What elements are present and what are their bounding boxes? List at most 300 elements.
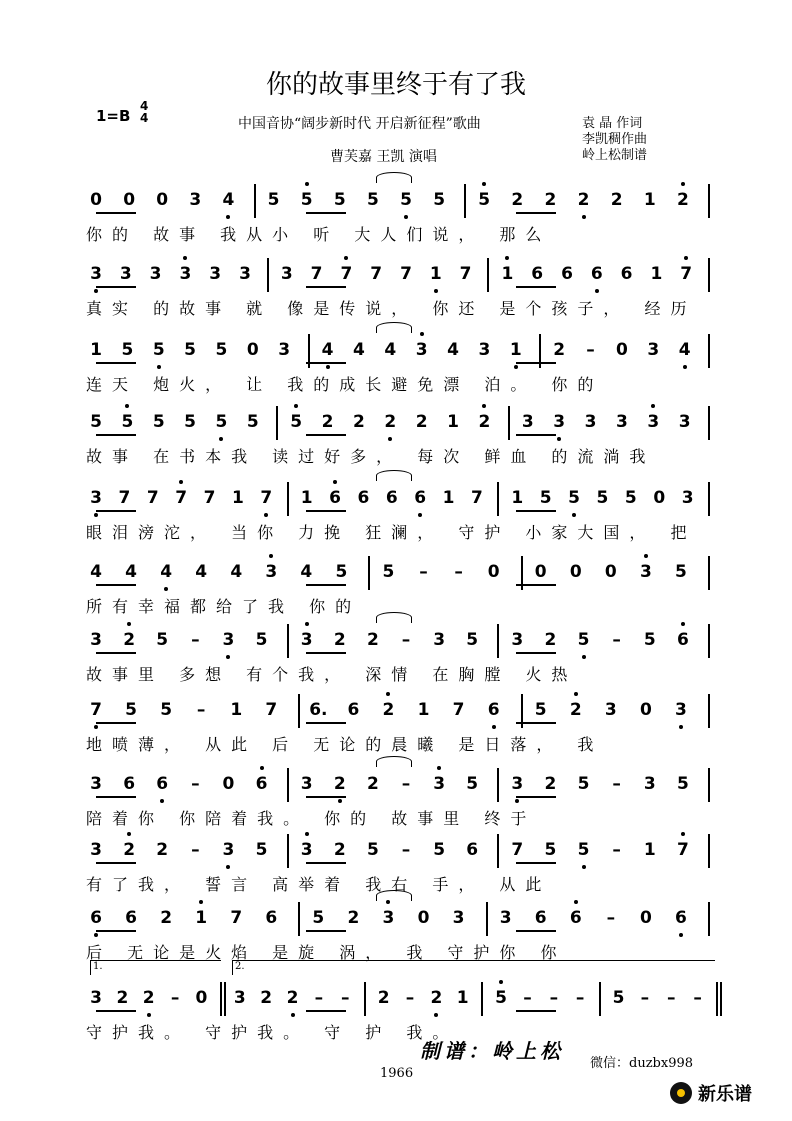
beam-underline xyxy=(306,286,346,288)
note: 2 xyxy=(377,988,390,1008)
note: 3 xyxy=(452,908,465,928)
note: 5 xyxy=(495,988,507,1008)
octave-dot xyxy=(125,404,129,408)
octave-dot xyxy=(515,799,519,803)
note: 3 xyxy=(300,630,313,650)
note: 5 xyxy=(433,190,446,210)
octave-dot xyxy=(574,900,578,904)
beam-underline xyxy=(516,1010,556,1012)
octave-dot xyxy=(418,513,422,517)
lyrics-line: 地喷薄， 从此 后 无论的晨曦 是日落， 我 xyxy=(86,735,604,754)
note: 0 xyxy=(90,190,102,210)
note: 1 xyxy=(511,488,524,508)
volta-ending-2: 2. xyxy=(232,960,715,975)
note: 2 xyxy=(544,774,557,794)
note: 3 xyxy=(90,840,102,860)
note: 3 xyxy=(90,264,102,284)
note: 5 xyxy=(433,840,446,860)
note: 5 xyxy=(125,700,137,720)
note: – xyxy=(523,988,532,1008)
beam-underline xyxy=(516,434,556,436)
beam-underline xyxy=(96,212,136,214)
note: 5 xyxy=(246,412,259,432)
note: 5 xyxy=(121,340,134,360)
barline xyxy=(708,694,710,728)
note: 3 xyxy=(521,412,534,432)
barline xyxy=(497,482,499,516)
octave-dot xyxy=(679,933,683,937)
beam-underline xyxy=(96,722,136,724)
note: 4 xyxy=(384,340,397,360)
note: 3 xyxy=(300,840,313,860)
barline xyxy=(220,982,222,1016)
note: 5 xyxy=(643,630,656,650)
barline xyxy=(487,258,489,292)
barline xyxy=(364,982,366,1016)
note: 2 xyxy=(123,630,136,650)
note: 5 xyxy=(568,488,581,508)
tie-slur xyxy=(376,470,412,481)
note: 4 xyxy=(447,340,459,360)
barline xyxy=(599,982,601,1016)
note: 5 xyxy=(596,488,609,508)
note: 0 xyxy=(534,562,547,582)
beam-underline xyxy=(96,362,136,364)
note: 3 xyxy=(239,264,251,284)
note: 3 xyxy=(499,908,512,928)
note: 0 xyxy=(639,700,652,720)
note: 1 xyxy=(300,488,313,508)
note: 3 xyxy=(149,264,162,284)
note: 0 xyxy=(569,562,582,582)
note: 0 xyxy=(195,988,208,1008)
octave-dot xyxy=(269,554,273,558)
barline xyxy=(224,982,226,1016)
note: 2 xyxy=(333,774,346,794)
note: 5 xyxy=(333,190,346,210)
barline xyxy=(708,406,710,440)
record-disc-icon xyxy=(670,1082,692,1104)
note: 3 xyxy=(209,264,222,284)
barline xyxy=(287,624,289,658)
beam-underline xyxy=(96,1010,136,1012)
note: 2 xyxy=(366,774,379,794)
barline xyxy=(708,902,710,936)
note: 6 xyxy=(620,264,633,284)
note: 3 xyxy=(222,630,235,650)
note: 2 xyxy=(333,840,346,860)
note: 3 xyxy=(415,340,428,360)
octave-dot xyxy=(582,865,586,869)
octave-dot xyxy=(681,622,685,626)
note: 4 xyxy=(90,562,102,582)
note: 5 xyxy=(160,700,173,720)
note: 6 xyxy=(569,908,582,928)
lyrics-line: 守护我。 守护我。 守 护 我。 xyxy=(86,1023,459,1042)
note: 7 xyxy=(459,264,472,284)
octave-dot xyxy=(94,725,98,729)
note: 3 xyxy=(382,908,395,928)
note: 1 xyxy=(509,340,522,360)
beam-underline xyxy=(516,930,556,932)
note: 6 xyxy=(561,264,573,284)
note: 5 xyxy=(676,774,689,794)
note: 1 xyxy=(230,700,243,720)
beam-underline xyxy=(306,584,346,586)
note: 4 xyxy=(230,562,243,582)
octave-dot xyxy=(260,766,264,770)
note: 7 xyxy=(370,264,383,284)
note: 5 xyxy=(335,562,348,582)
note: 6 xyxy=(466,840,479,860)
note: 3 xyxy=(280,264,293,284)
note: – xyxy=(401,774,411,794)
beam-underline xyxy=(516,584,556,586)
note: 5 xyxy=(675,562,687,582)
beam-underline xyxy=(96,510,136,512)
lyrics-line: 真实 的故事 就 像是传说， 你还 是个孩子， 经历 xyxy=(86,299,697,318)
note: 1 xyxy=(90,340,102,360)
barline xyxy=(254,184,256,218)
beam-underline xyxy=(306,212,346,214)
barline xyxy=(708,334,710,368)
note: 2 xyxy=(676,190,689,210)
note: 3 xyxy=(643,774,656,794)
note: 5 xyxy=(382,562,395,582)
note: – xyxy=(612,774,621,794)
octave-dot xyxy=(333,480,337,484)
note: 2 xyxy=(430,988,443,1008)
octave-dot xyxy=(434,289,438,293)
note: 7 xyxy=(175,488,188,508)
barline xyxy=(486,902,488,936)
note: 1 xyxy=(417,700,430,720)
note: 3 xyxy=(222,840,235,860)
note: 7 xyxy=(471,488,483,508)
octave-dot xyxy=(437,766,441,770)
note: 4 xyxy=(353,340,365,360)
note: 3 xyxy=(265,562,278,582)
note: 6 xyxy=(90,908,102,928)
note: 3 xyxy=(584,412,597,432)
octave-dot xyxy=(557,437,561,441)
note: – xyxy=(454,562,463,582)
note: 5 xyxy=(255,630,268,650)
note: 5 xyxy=(255,840,268,860)
note: 2 xyxy=(577,190,590,210)
barline xyxy=(497,834,499,868)
beam-underline xyxy=(96,930,136,932)
beam-underline xyxy=(306,510,346,512)
note: 5 xyxy=(577,774,590,794)
notation-line xyxy=(86,906,716,936)
octave-dot xyxy=(179,480,183,484)
barline xyxy=(298,902,300,936)
octave-dot xyxy=(595,289,599,293)
note: 2 xyxy=(415,412,428,432)
note: 2 xyxy=(610,190,623,210)
octave-dot xyxy=(582,215,586,219)
barline xyxy=(267,258,269,292)
beam-underline xyxy=(96,286,136,288)
note: – xyxy=(606,908,616,928)
note: 5 xyxy=(539,488,552,508)
tie-slur xyxy=(376,890,412,901)
note: 3 xyxy=(604,700,617,720)
note: 0 xyxy=(639,908,652,928)
note: 3 xyxy=(478,340,491,360)
octave-dot xyxy=(305,182,309,186)
note: 2 xyxy=(123,840,136,860)
octave-dot xyxy=(514,365,518,369)
octave-dot xyxy=(264,513,268,517)
note: 6 xyxy=(125,908,137,928)
lyrics-line: 连天 炮火， 让 我的成长避免漂 泊。 你的 xyxy=(86,375,604,394)
note: 2 xyxy=(511,190,524,210)
lyricist-credit: 袁 晶 作词 xyxy=(582,116,643,131)
beam-underline xyxy=(306,796,346,798)
note: 5 xyxy=(215,412,228,432)
note: 3 xyxy=(90,630,102,650)
barline xyxy=(287,768,289,802)
note: – xyxy=(667,988,676,1008)
barline xyxy=(708,482,710,516)
notation-line xyxy=(86,560,716,590)
note: – xyxy=(401,630,411,650)
beam-underline xyxy=(516,652,556,654)
note: 5 xyxy=(612,988,625,1008)
note: 0 xyxy=(615,340,628,360)
note: 1 xyxy=(501,264,514,284)
octave-dot xyxy=(386,692,390,696)
note: 3 xyxy=(647,340,660,360)
barline xyxy=(708,184,710,218)
note: 0 xyxy=(604,562,617,582)
note: 6 xyxy=(385,488,398,508)
beam-underline xyxy=(306,652,346,654)
note: 5 xyxy=(152,340,165,360)
octave-dot xyxy=(499,980,503,984)
note: 3 xyxy=(119,264,132,284)
note: 2 xyxy=(366,630,379,650)
note: 5 xyxy=(90,412,102,432)
note: 2 xyxy=(160,908,173,928)
note: 5 xyxy=(577,840,590,860)
note: 2 xyxy=(156,840,169,860)
note: 6 xyxy=(487,700,500,720)
beam-underline xyxy=(306,930,346,932)
note: 4 xyxy=(195,562,208,582)
note: 5 xyxy=(184,412,197,432)
beam-underline xyxy=(516,212,556,214)
note: 5 xyxy=(400,190,412,210)
barline xyxy=(708,556,710,590)
note: 3 xyxy=(675,700,687,720)
note: 2 xyxy=(333,630,346,650)
barline xyxy=(716,982,718,1016)
octave-dot xyxy=(434,1013,438,1017)
note: 5 xyxy=(366,190,379,210)
note: 2 xyxy=(478,412,491,432)
note: 2 xyxy=(347,908,360,928)
note: 3 xyxy=(179,264,192,284)
octave-dot xyxy=(305,622,309,626)
lyrics-line: 所有幸福都给了我 你的 xyxy=(86,597,362,616)
barline xyxy=(708,768,710,802)
octave-dot xyxy=(94,933,98,937)
octave-dot xyxy=(344,256,348,260)
octave-dot xyxy=(681,182,685,186)
note: 4 xyxy=(222,190,235,210)
note: 3 xyxy=(639,562,652,582)
octave-dot xyxy=(226,655,230,659)
tie-slur xyxy=(376,172,412,183)
subtitle: 中国音协“阔步新时代 开启新征程”歌曲 xyxy=(238,116,481,132)
note: – xyxy=(170,988,180,1008)
barline xyxy=(708,624,710,658)
note: 6 xyxy=(156,774,169,794)
beam-underline xyxy=(516,722,556,724)
barline xyxy=(497,768,499,802)
beam-underline xyxy=(96,862,136,864)
note: 3 xyxy=(553,412,566,432)
note: 3 xyxy=(615,412,628,432)
beam-underline xyxy=(96,434,136,436)
lyrics-line: 故事 在书本我 读过好多， 每次 鲜血 的流淌我 xyxy=(86,447,656,466)
octave-dot xyxy=(160,799,164,803)
octave-dot xyxy=(644,554,648,558)
octave-dot xyxy=(651,404,655,408)
note: 4 xyxy=(300,562,313,582)
note: 3 xyxy=(233,988,246,1008)
octave-dot xyxy=(482,404,486,408)
note: 3 xyxy=(278,340,291,360)
brand-logo: 新乐谱 xyxy=(670,1080,752,1106)
tie-slur xyxy=(376,322,412,333)
note: – xyxy=(640,988,650,1008)
beam-underline xyxy=(306,722,346,724)
barline xyxy=(481,982,483,1016)
octave-dot xyxy=(404,215,408,219)
octave-dot xyxy=(183,256,187,260)
note: 0 xyxy=(156,190,169,210)
barline xyxy=(508,406,510,440)
beam-underline xyxy=(306,1010,346,1012)
transcriber-signature: 制谱：岭上松 xyxy=(420,1039,564,1063)
lyrics-line: 有了我， 誓言 高举着 我右 手， 从此 xyxy=(86,875,552,894)
note: 4 xyxy=(678,340,691,360)
note: – xyxy=(191,774,200,794)
octave-dot xyxy=(681,832,685,836)
barline xyxy=(720,982,722,1016)
beam-underline xyxy=(516,796,556,798)
note: 1 xyxy=(442,488,455,508)
note: 6 xyxy=(347,700,360,720)
lyrics-line: 故事里 多想 有个我， 深情 在胸膛 火热 xyxy=(86,665,578,684)
note: 3 xyxy=(681,488,694,508)
note: 5 xyxy=(215,340,228,360)
wechat-id: 微信：duzbx998 xyxy=(590,1056,694,1071)
notation-line xyxy=(86,338,716,368)
note: 1 xyxy=(650,264,663,284)
note: 2 xyxy=(553,340,566,360)
note: 6 xyxy=(531,264,544,284)
note: 0 xyxy=(246,340,259,360)
note: 2 xyxy=(569,700,582,720)
note: 7 xyxy=(90,700,102,720)
note: 7 xyxy=(400,264,412,284)
note: 2 xyxy=(544,190,557,210)
performers: 曹芙嘉 王凯 演唱 xyxy=(330,149,437,165)
note: 1 xyxy=(195,908,208,928)
lyrics-line: 眼泪滂沱， 当你 力挽 狂澜， 守护 小家大国， 把 xyxy=(86,523,697,542)
note: 3 xyxy=(90,488,102,508)
note: 0 xyxy=(653,488,666,508)
note: 2 xyxy=(142,988,155,1008)
note: 6 xyxy=(265,908,278,928)
note: 3 xyxy=(511,630,524,650)
note: 7 xyxy=(203,488,216,508)
note: 7 xyxy=(310,264,323,284)
barline xyxy=(287,834,289,868)
note: 5 xyxy=(121,412,134,432)
note: 5 xyxy=(478,190,491,210)
octave-dot xyxy=(505,256,509,260)
note: 4 xyxy=(321,340,334,360)
note: 1 xyxy=(456,988,469,1008)
lyrics-line: 你的 故事 我从小 听 大人们说， 那么 xyxy=(86,225,552,244)
note: 6. xyxy=(309,700,328,720)
note: 0 xyxy=(487,562,500,582)
octave-dot xyxy=(574,692,578,696)
octave-dot xyxy=(420,332,424,336)
beam-underline xyxy=(96,584,136,586)
notation-line xyxy=(86,188,716,218)
beam-underline xyxy=(306,362,346,364)
note: 3 xyxy=(433,774,446,794)
note: 3 xyxy=(300,774,313,794)
note: 2 xyxy=(116,988,129,1008)
tie-slur xyxy=(376,756,412,767)
note: 5 xyxy=(300,190,313,210)
octave-dot xyxy=(94,513,98,517)
octave-dot xyxy=(326,365,330,369)
beam-underline xyxy=(306,434,346,436)
note: 7 xyxy=(340,264,353,284)
note: 7 xyxy=(265,700,278,720)
note: 3 xyxy=(90,774,102,794)
note: 0 xyxy=(222,774,235,794)
notation-line xyxy=(86,410,716,440)
note: 5 xyxy=(366,840,379,860)
octave-dot xyxy=(226,215,230,219)
note: – xyxy=(314,988,324,1008)
octave-dot xyxy=(147,1013,151,1017)
note: 6 xyxy=(123,774,136,794)
octave-dot xyxy=(127,832,131,836)
barline xyxy=(287,482,289,516)
note: – xyxy=(586,340,595,360)
note: 3 xyxy=(647,412,660,432)
note: 5 xyxy=(152,412,165,432)
note: 6 xyxy=(255,774,268,794)
volta-ending-1: 1. xyxy=(90,960,221,975)
note: 5 xyxy=(290,412,303,432)
note: – xyxy=(191,840,200,860)
beam-underline xyxy=(96,796,136,798)
note: 1 xyxy=(231,488,244,508)
note: 2 xyxy=(260,988,273,1008)
